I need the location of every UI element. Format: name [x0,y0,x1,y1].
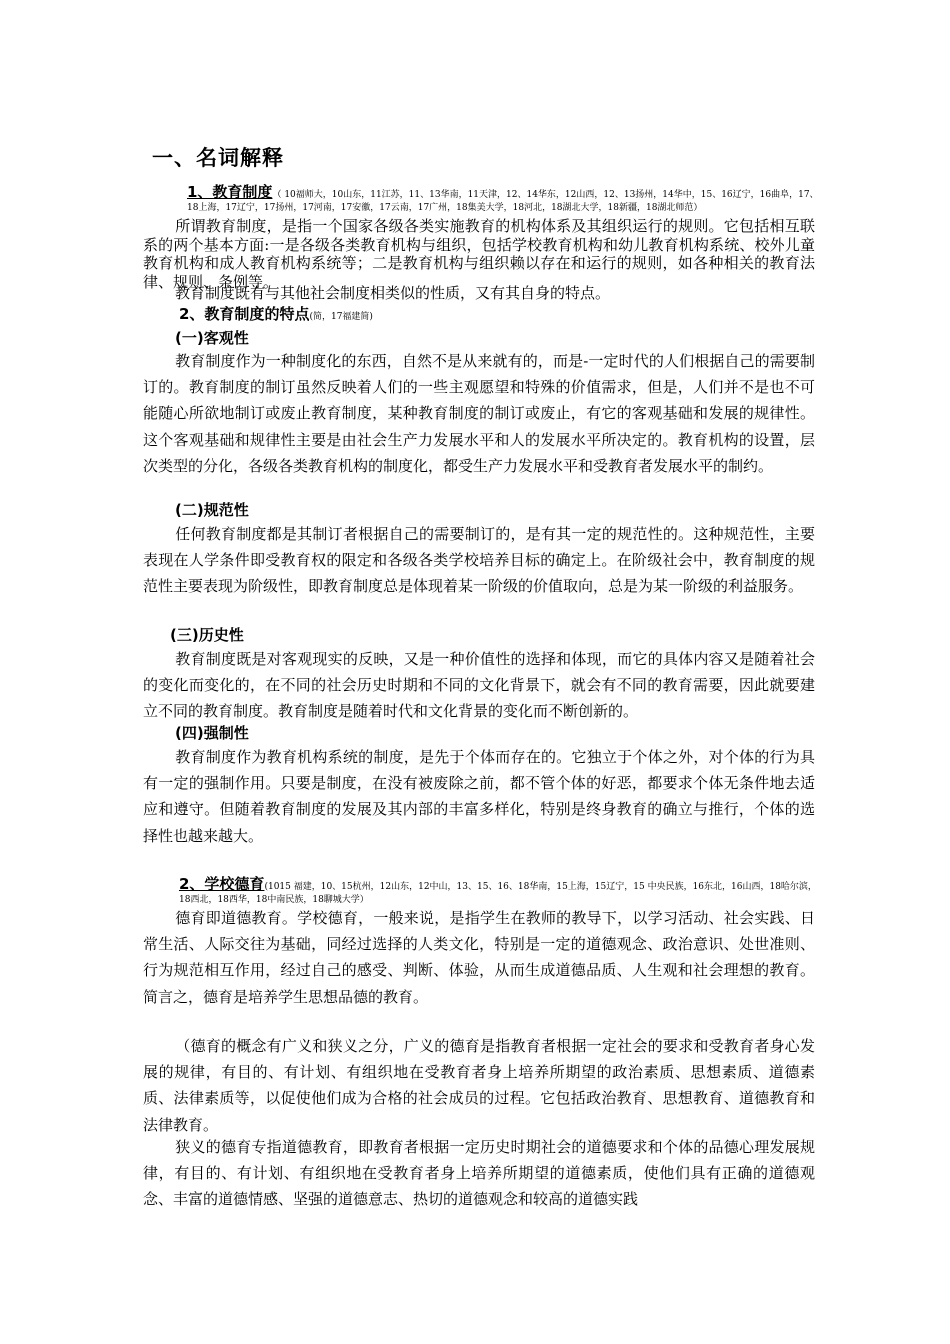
feature-text: 教育制度作为一种制度化的东西，自然不是从来就有的，而是-一定时代的人们根据自己的需要制订的。教育制度的制订虽然反映着人们的一些主观愿望和特殊的价值需求，但是，人们并不是也不可能随心所欲地制订或废止教育制度，某种教育制度的制订或废止，有它的客观基础和发展的规律性。这个客观基础和规律性主要是由社会生产力发展水平和人的发展水平所决定的。教育机构的设置，层次类型的分化，各级各类教育机构的制度化，都受生产力发展水平和受教育者发展水平的制约。 [143,352,815,475]
feature-heading: (四)强制性 [175,724,249,742]
term-definition: 所谓教育制度，是指一个国家各级各类实施教育的机构体系及其组织运行的规则。它包括相互联系的两个基本方面:一是各级各类教育机构与组织，包括学校教育机构和幼儿教育机构系统、校外儿童教育机构和成人教育机构系统等；二是教育机构与组织赖以存在和运行的规则，如各种相关的教育法律、规则、条例等。 [143,217,815,291]
term-note: 教育制度既有与其他社会制度相类似的性质，又有其自身的特点。 [175,284,611,302]
feature-text: 教育制度既是对客观现实的反映，又是一种价值性的选择和体现，而它的具体内容又是随着社会的变化而变化的，在不同的社会历史时期和不同的文化背景下，就会有不同的教育需要，因此就要建立不同的教育制度。教育制度是随着时代和文化背景的变化而不断创新的。 [143,650,815,721]
term-definition: 德育即道德教育。学校德育，一般来说，是指学生在教师的教导下，以学习活动、社会实践、日常生活、人际交往为基础，同经过选择的人类文化，特别是一定的道德观念、政治意识、处世准则、行为规范相互作用，经过自己的感受、判断、体验，从而生成道德品质、人生观和社会理想的教育。简言之，德育是培养学生思想品德的教育。 [143,909,815,1006]
term-title: 2、学校德育 [179,875,265,893]
feature-text: 教育制度作为教育机构系统的制度，是先于个体而存在的。它独立于个体之外，对个体的行为具有一定的强制作用。只要是制度，在没有被废除之前，都不管个体的好恶，都要求个体无条件地去适应和遵守。但随着教育制度的发展及其内部的丰富多样化，特别是终身教育的确立与推行，个体的选择性也越来越大。 [143,748,815,845]
feature-heading: (二)规范性 [175,501,249,519]
feature-heading: (三)历史性 [170,626,244,644]
term-school-moral-education [179,875,819,907]
broad-definition: （德育的概念有广义和狭义之分，广义的德育是指教育者根据一定社会的要求和受教育者身心发展的规律，有目的、有计划、有组织地在受教育者身上培养所期望的政治素质、思想素质、道德素质、法律素质等，以促使他们成为合格的社会成员的过程。它包括政治教育、思想教育、道德教育和法律教育。 [143,1037,815,1134]
term-sources: (1015 福建，10、15杭州，12山东，12中山，13、15、16、18华南，15上海，15辽宁，15 中央民族，16东北，16山西，18哈尔滨，18西北，18西华，18中南民族，18聊城大学） [179,882,817,905]
feature-text: 任何教育制度都是其制订者根据自己的需要制订的，是有其一定的规范性的。这种规范性，主要表现在人学条件即受教育权的限定和各级各类学校培养目标的确定上。在阶级社会中，教育制度的规范性主要表现为阶级性，即教育制度总是体现着某一阶级的价值取向，总是为某一阶级的利益服务。 [143,525,815,596]
section-title: 一、名词解释 [152,146,284,170]
term-education-system [187,183,827,215]
feature-heading: (一)客观性 [175,329,249,347]
features-title: 2、教育制度的特点(简，17福建简) [179,305,373,323]
term-title: 1、教育制度 [187,183,273,201]
narrow-definition: 狭义的德育专指道德教育，即教育者根据一定历史时期社会的道德要求和个体的品德心理发展规律，有目的、有计划、有组织地在受教育者身上培养所期望的道德素质，使他们具有正确的道德观念、丰富的道德情感、坚强的道德意志、热切的道德观念和较高的道德实践 [143,1138,815,1209]
term-sources: （ 10福师大，10山东，11江苏，11、13华南，11天津，12、14华东，12山西，12、13扬州，14华中，15、16辽宁，16曲阜，17、18上海，17辽宁，17扬州，17河南，17安徽，17云南，17广州，18集美大学，18河北，18湖北大学，18新疆，18湖北师范） [187,190,819,213]
